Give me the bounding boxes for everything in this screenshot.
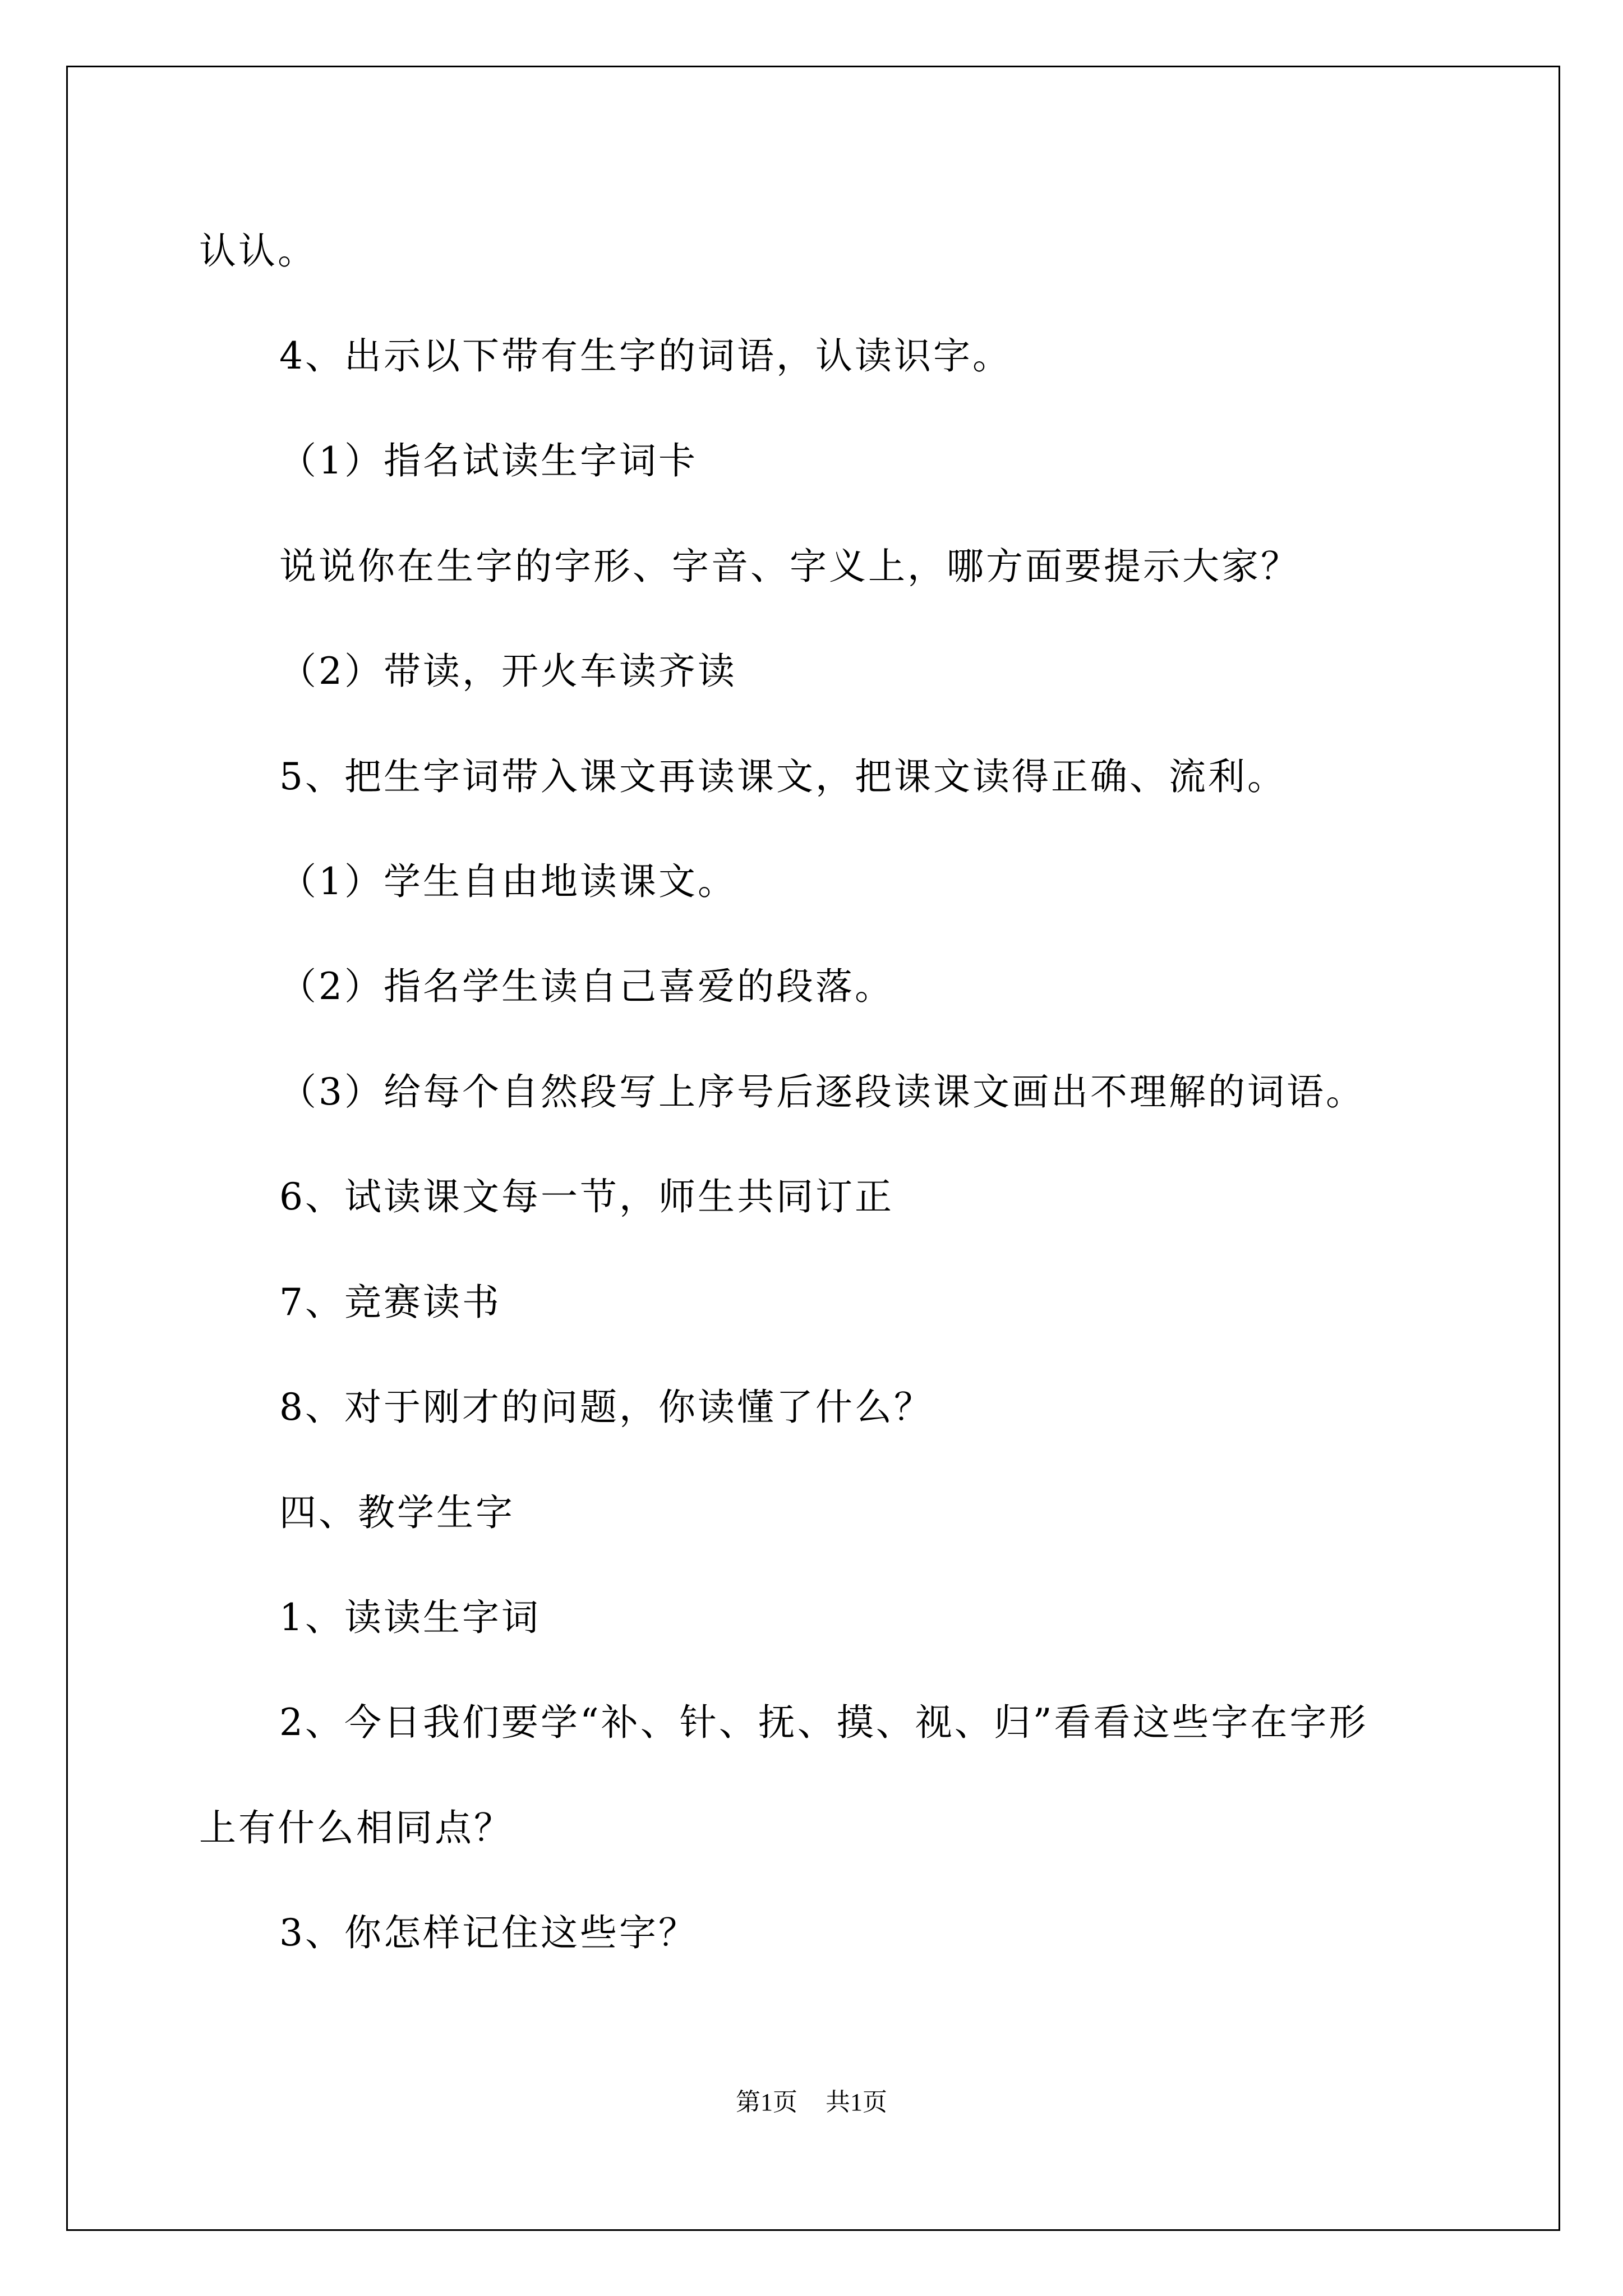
text-line: 上有什么相同点？ <box>199 1806 513 1849</box>
text-line: 1、读读生字词 <box>279 1596 541 1639</box>
text-line: 7、竞赛读书 <box>279 1281 501 1324</box>
page-frame <box>66 66 1560 2231</box>
section-heading: 四、教学生字 <box>279 1491 515 1534</box>
text-line: 5、把生字词带入课文再读课文，把课文读得正确、流利。 <box>279 755 1287 798</box>
text-line: 认认。 <box>199 229 317 273</box>
text-line: （1）学生自由地读课文。 <box>279 860 737 903</box>
text-line: （2）带读，开火车读齐读 <box>279 650 737 693</box>
text-line: 4、出示以下带有生字的词语，认读识字。 <box>279 334 1012 378</box>
text-line: 8、对于刚才的问题，你读懂了什么？ <box>279 1386 933 1429</box>
text-line: （2）指名学生读自己喜爱的段落。 <box>279 965 894 1008</box>
page-footer <box>0 2087 1623 2118</box>
text-line: （1）指名试读生字词卡 <box>279 439 698 482</box>
text-line: 3、你怎样记住这些字？ <box>279 1911 698 1954</box>
text-line: 6、试读课文每一节，师生共同订正 <box>279 1175 894 1218</box>
page-total: 共1页 <box>826 2088 887 2116</box>
text-line: 说说你在生字的字形、字音、字义上，哪方面要提示大家？ <box>279 545 1300 588</box>
page-number: 第1页 <box>736 2088 797 2116</box>
text-line: （3）给每个自然段写上序号后逐段读课文画出不理解的词语。 <box>279 1070 1365 1114</box>
text-line: 2、今日我们要学“补、针、抚、摸、视、归”看看这些字在字形 <box>279 1701 1368 1744</box>
